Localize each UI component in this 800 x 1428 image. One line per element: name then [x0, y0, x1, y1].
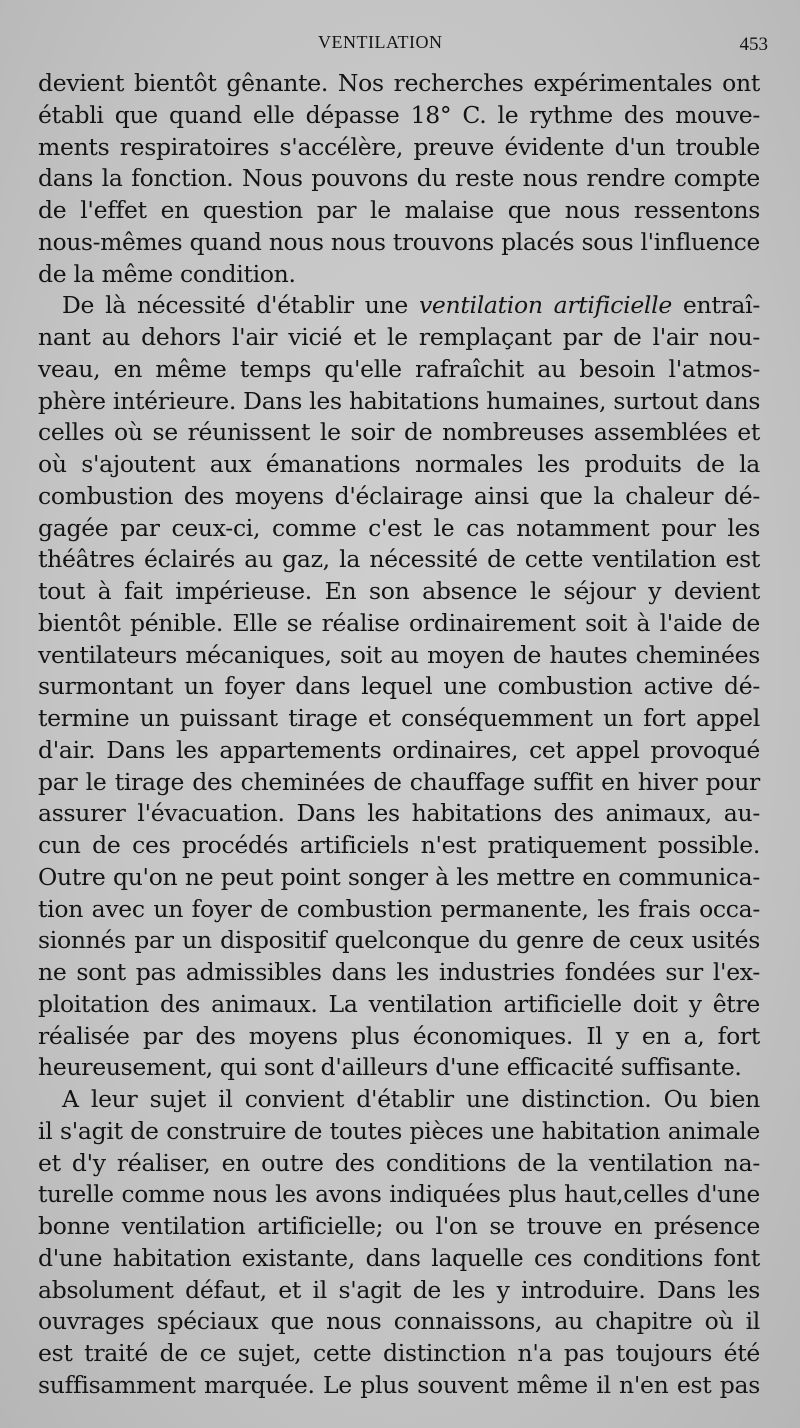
text-line: il s'agit de construire de toutes pièces une habitation animale — [38, 1116, 760, 1145]
text-line: de l'effet en question par le malaise que nous ressentons — [38, 196, 760, 224]
text-line: ouvrages spéciaux que nous connaissons, au chapitre où il — [38, 1307, 760, 1336]
text-line: cun de ces procédés artificiels n'est pratiquement possible. — [38, 831, 760, 859]
text-line: établi que quand elle dépasse 18° C. le rythme des mouve- — [38, 100, 760, 129]
text-line: devient bientôt gênante. Nos recherches expérimentales ont — [38, 69, 760, 97]
body-text — [38, 68, 760, 1402]
text-line: nous-mêmes quand nous nous trouvons placés sous l'influence — [38, 228, 760, 256]
text-line: et d'y réaliser, en outre des conditions de la ventilation na- — [38, 1148, 760, 1177]
text-line: ne sont pas admissibles dans les industries fondées sur l'ex- — [38, 958, 760, 986]
text-line: combustion des moyens d'éclairage ainsi que la chaleur dé- — [38, 481, 760, 510]
text-line: tout à fait impérieuse. En son absence le séjour y devient — [38, 577, 760, 605]
text-line: par le tirage des cheminées de chauffage suffit en hiver pour — [38, 767, 760, 796]
text-line: veau, en même temps qu'elle rafraîchit au besoin l'atmos- — [38, 354, 760, 383]
page-header — [0, 30, 800, 60]
page-number: 453 — [739, 34, 768, 55]
text-line: ments respiratoires s'accélère, preuve évidente d'un trouble — [38, 132, 760, 161]
text-line: sionnés par un dispositif quelconque du genre de ceux usités — [38, 926, 760, 955]
text-line: tion avec un foyer de combustion permanente, les frais occa- — [38, 894, 760, 923]
text-line: de la même condition. — [38, 259, 296, 288]
text-line: d'air. Dans les appartements ordinaires, cet appel provoqué — [38, 735, 760, 764]
text-line: assurer l'évacuation. Dans les habitations des animaux, au- — [38, 799, 760, 828]
italic-term: ventilation artificielle — [418, 291, 672, 320]
text-line: gagée par ceux-ci, comme c'est le cas notamment pour les — [38, 513, 760, 542]
text-line: où s'ajoutent aux émanations normales les produits de la — [38, 450, 760, 478]
text-line: bientôt pénible. Elle se réalise ordinairement soit à l'aide de — [38, 608, 760, 637]
text-line: turelle comme nous les avons indiquées plus haut,celles d'une — [38, 1181, 760, 1209]
text-line: est traité de ce sujet, cette distinction n'a pas toujours été — [38, 1339, 760, 1367]
text-line: Outre qu'on ne peut point songer à les mettre en communica- — [38, 862, 760, 891]
running-title: VENTILATION — [318, 32, 443, 52]
text-line: absolument défaut, et il s'agit de les y introduire. Dans les — [38, 1275, 760, 1304]
text-line: termine un puissant tirage et conséquemment un fort appel — [38, 704, 760, 732]
text-line: phère intérieure. Dans les habitations humaines, surtout dans — [38, 386, 761, 415]
text-line: suffisamment marquée. Le plus souvent même il n'en est pas — [38, 1370, 760, 1399]
text-line: dans la fonction. Nous pouvons du reste nous rendre compte — [38, 164, 760, 193]
text-segment: De là nécessité d'établir une — [62, 291, 419, 320]
text-line: heureusement, qui sont d'ailleurs d'une efficacité suffisante. — [38, 1053, 742, 1082]
text-line: bonne ventilation artificielle; ou l'on se trouve en présence — [38, 1212, 760, 1240]
text-line: celles où se réunissent le soir de nombreuses assemblées et — [38, 418, 760, 447]
text-line: d'une habitation existante, dans laquelle ces conditions font — [38, 1243, 760, 1272]
text-line: A leur sujet il convient d'établir une distinction. Ou bien — [62, 1085, 760, 1113]
text-line: nant au dehors l'air vicié et le remplaçant par de l'air nou- — [38, 323, 760, 351]
text-line: théâtres éclairés au gaz, la nécessité de cette ventilation est — [38, 545, 760, 574]
text-line — [38, 290, 760, 322]
text-line: surmontant un foyer dans lequel une combustion active dé- — [38, 672, 760, 701]
text-line: ploitation des animaux. La ventilation artificielle doit y être — [38, 989, 760, 1018]
text-segment: entraî- — [671, 291, 760, 320]
text-line: réalisée par des moyens plus économiques. Il y en a, fort — [38, 1021, 760, 1050]
text-line: ventilateurs mécaniques, soit au moyen de hautes cheminées — [38, 640, 760, 669]
